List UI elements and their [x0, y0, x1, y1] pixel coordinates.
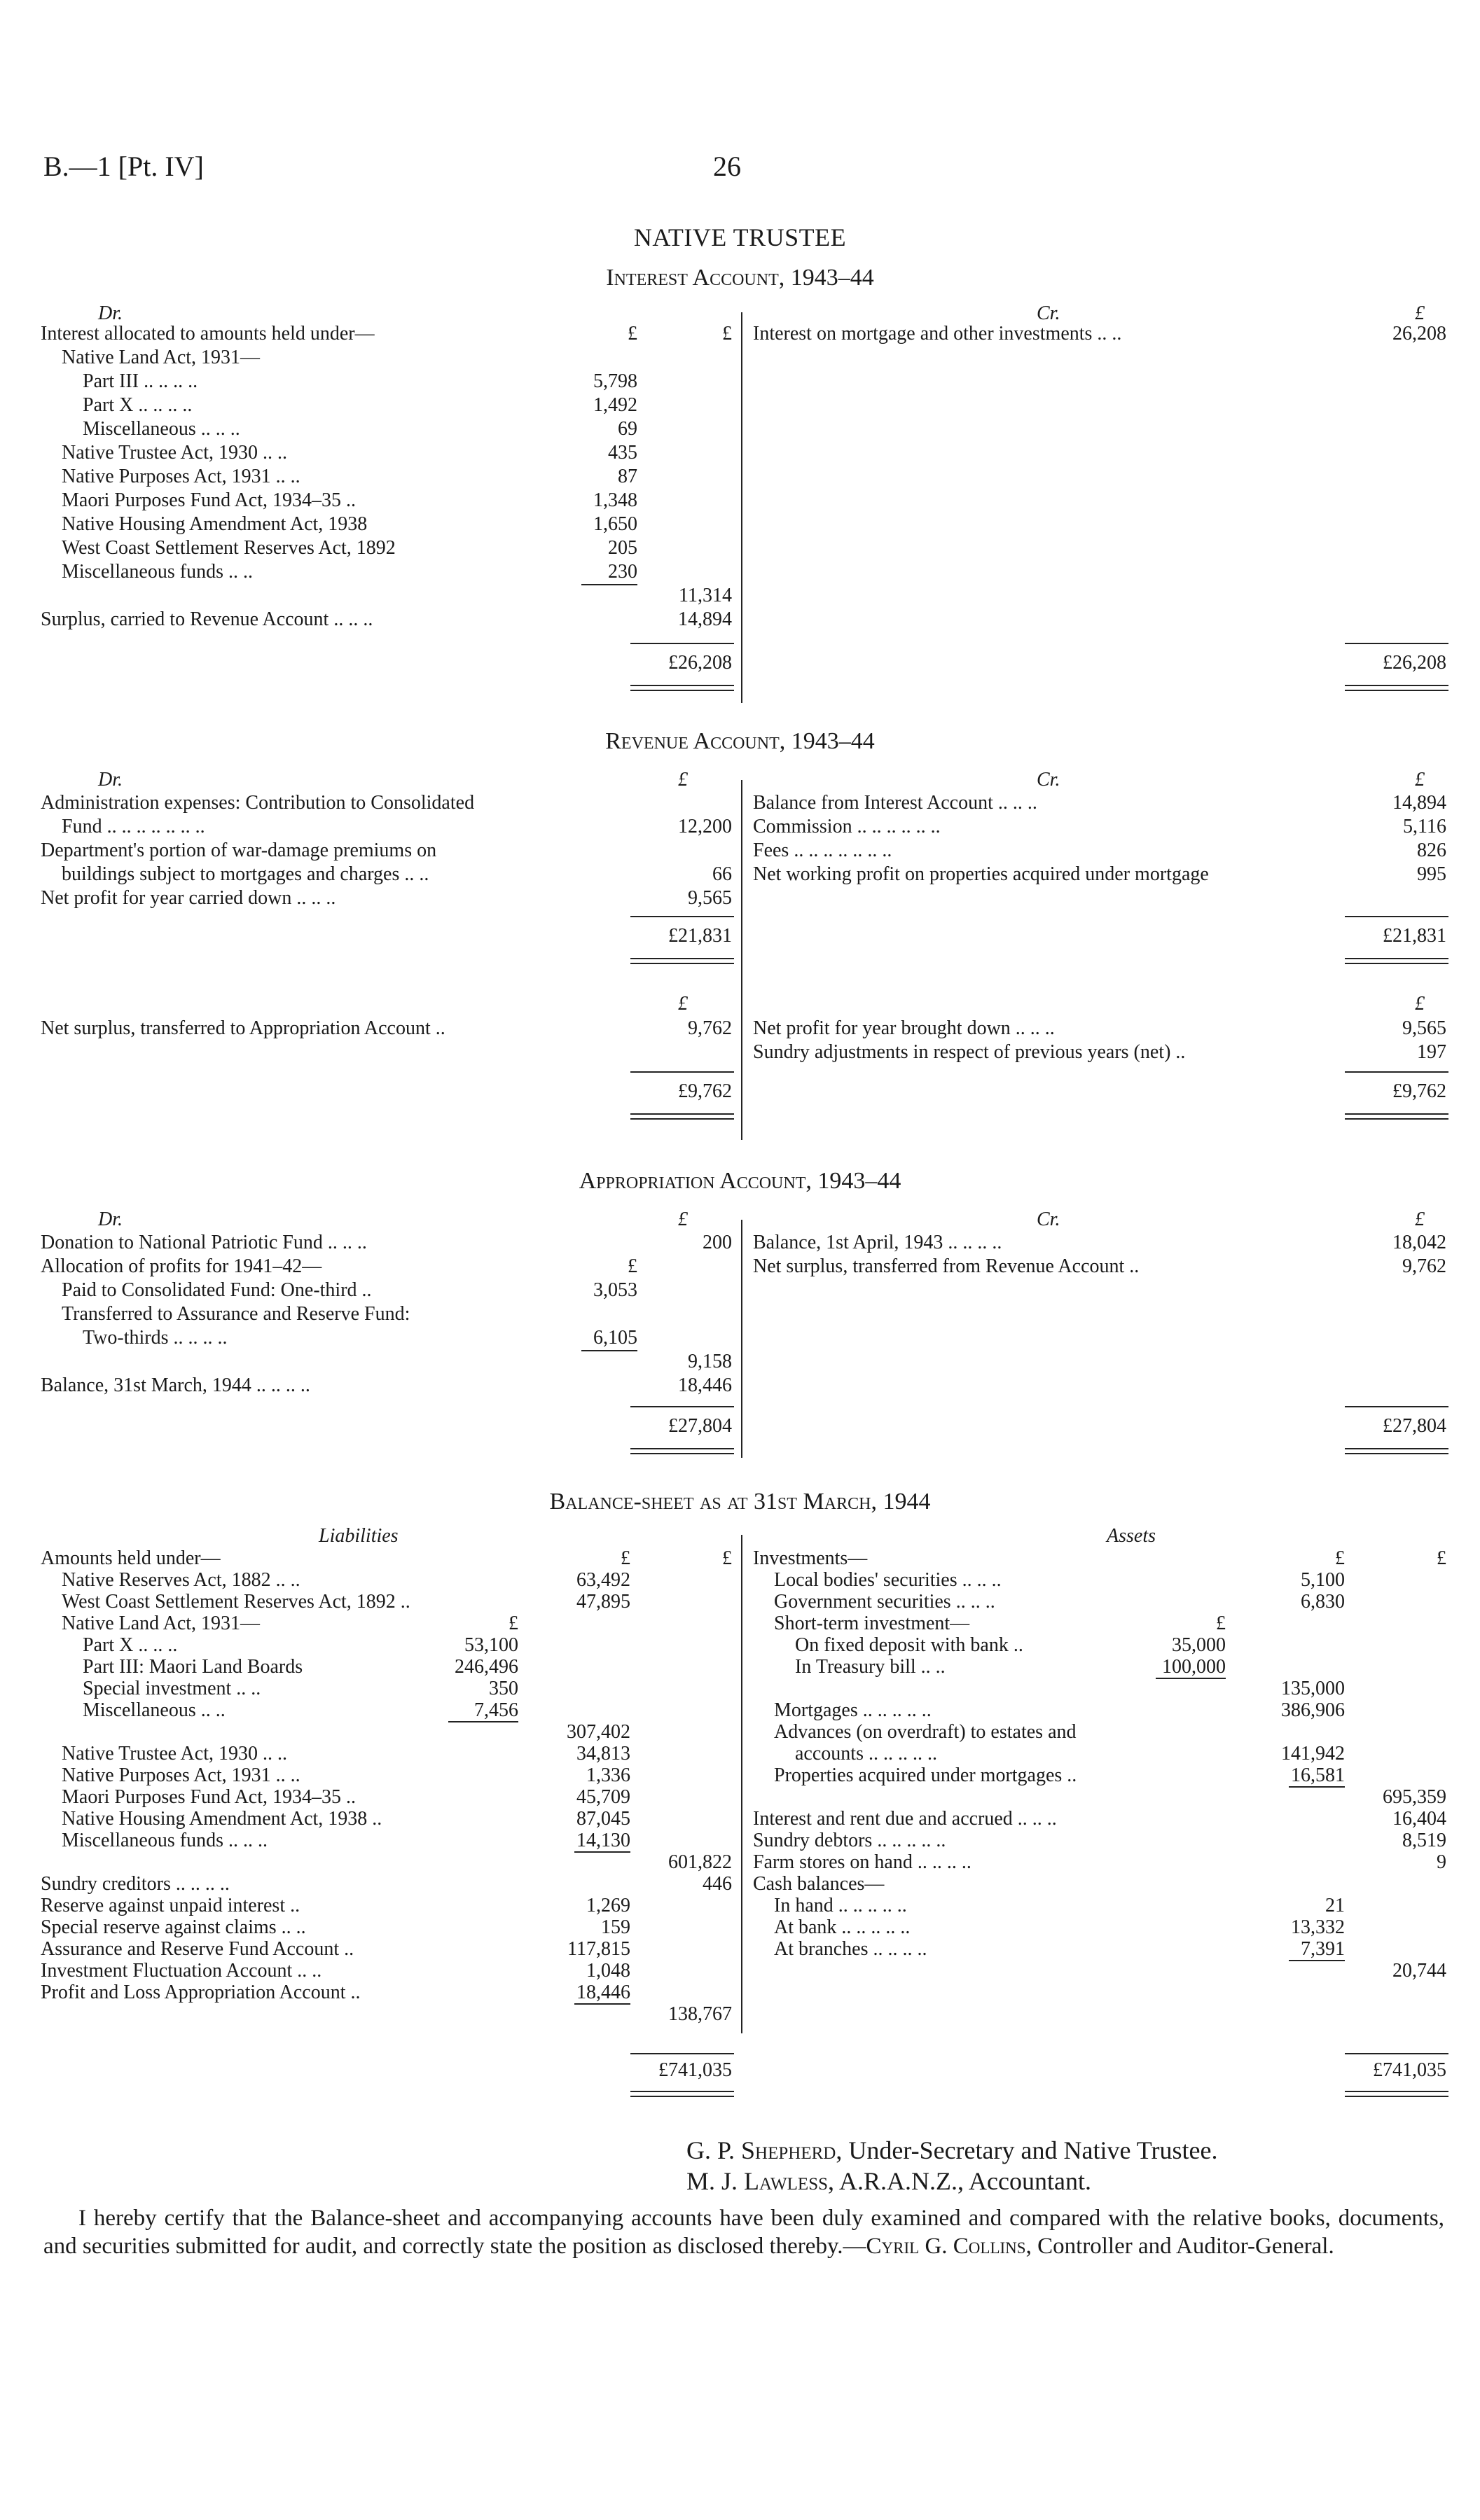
- asset-line-text: accounts .. .. .. .. ..: [795, 1743, 937, 1764]
- interest-dr-line-total: 14,894: [678, 608, 732, 630]
- appropriation-dr-line-amount: 6,105: [593, 1327, 637, 1349]
- revenue-cr-pound: £: [1415, 769, 1425, 791]
- revenue-dr2-pound: £: [678, 993, 688, 1015]
- interest-dr-line-total: 11,314: [679, 585, 732, 606]
- liability-line-text: Native Purposes Act, 1931 .. ..: [62, 1764, 300, 1786]
- liability-line-total: 446: [703, 1873, 732, 1895]
- interest-cr-total: £26,208: [1383, 652, 1446, 674]
- appropriation-cr-label: Cr.: [1037, 1209, 1060, 1230]
- ra-cr-line-text: Commission .. .. .. .. .. ..: [753, 816, 941, 837]
- interest-dr-line-text: Miscellaneous .. .. ..: [83, 418, 240, 440]
- appropriation-dr-label: Dr.: [98, 1209, 123, 1230]
- interest-dr-line-amount: 1,492: [593, 394, 637, 416]
- asset-line-text: Investments—: [753, 1547, 868, 1569]
- ra-dr2-line-text: Net surplus, transferred to Appropriation Account ..: [41, 1017, 445, 1039]
- interest-dr-line-text: Maori Purposes Fund Act, 1934–35 ..: [62, 489, 356, 511]
- aa-cr-line-amount: 18,042: [1392, 1232, 1446, 1253]
- interest-dr-line-amount: 1,348: [593, 489, 637, 511]
- asset-line-text: Mortgages .. .. .. .. ..: [774, 1699, 932, 1721]
- liabilities-label: Liabilities: [319, 1525, 399, 1547]
- liability-line-text: Profit and Loss Appropriation Account ..: [41, 1982, 361, 2003]
- liability-line-text: Special reserve against claims .. ..: [41, 1916, 306, 1938]
- liability-line-amount: 159: [601, 1916, 630, 1938]
- ra-dr-line-amount: 66: [712, 863, 732, 885]
- appropriation-cr-total: £27,804: [1383, 1415, 1446, 1437]
- interest-cr-pound: £: [1415, 302, 1425, 324]
- liability-line-text: Native Land Act, 1931—: [62, 1613, 261, 1634]
- liability-line-text: Native Trustee Act, 1930 .. ..: [62, 1743, 287, 1764]
- asset-line-text: Farm stores on hand .. .. .. ..: [753, 1851, 971, 1873]
- liability-line-text: Miscellaneous funds .. .. ..: [62, 1830, 268, 1851]
- liability-line-text: Miscellaneous .. ..: [83, 1699, 226, 1721]
- liability-line-amount: 34,813: [576, 1743, 630, 1764]
- assets-label: Assets: [1107, 1525, 1156, 1547]
- liability-line-sub-amount: 246,496: [455, 1656, 518, 1678]
- signatory-shepherd: G. P. Shepherd,: [686, 2136, 843, 2164]
- interest-dr-label: Dr.: [98, 302, 123, 324]
- aa-cr-line-text: Net surplus, transferred from Revenue Account ..: [753, 1255, 1140, 1277]
- liabilities-total: £741,035: [658, 2059, 732, 2081]
- assets-total: £741,035: [1373, 2059, 1446, 2081]
- appropriation-dr-line-text: Donation to National Patriotic Fund .. .. ..: [41, 1232, 367, 1253]
- certificate-text: I hereby certify that the Balance-sheet and accompanying accounts have been duly examined and compared with the relative books, documents, and securities submitted for audit, and correctly state the position as disclosed thereby.—: [43, 2206, 1444, 2259]
- asset-line-text: Local bodies' securities .. .. ..: [774, 1569, 1002, 1591]
- revenue-dr2-total: £9,762: [678, 1080, 732, 1102]
- asset-line-text: At bank .. .. .. .. ..: [774, 1916, 911, 1938]
- ra-cr2-line-text: Sundry adjustments in respect of previous years (net) ..: [753, 1041, 1186, 1063]
- appropriation-dr-line-amount: £: [628, 1255, 637, 1277]
- liability-line-total: 138,767: [668, 2003, 732, 2025]
- interest-dr-line-amount: 435: [608, 442, 637, 464]
- liability-line-amount: 45,709: [576, 1786, 630, 1808]
- interest-divider: [741, 312, 742, 703]
- asset-line-amount: 21: [1325, 1895, 1345, 1916]
- interest-dr-line-text: Part X .. .. .. ..: [83, 394, 193, 416]
- appropriation-dr-line-text: Allocation of profits for 1941–42—: [41, 1255, 322, 1277]
- liability-line-text: West Coast Settlement Reserves Act, 1892 ..: [62, 1591, 410, 1613]
- liability-line-sub-amount: 350: [489, 1678, 518, 1699]
- auditor-name: Cyril G. Collins,: [866, 2234, 1032, 2259]
- interest-dr-line-text: Surplus, carried to Revenue Account .. .. ..: [41, 608, 373, 630]
- liability-line-amount: 87,045: [576, 1808, 630, 1830]
- interest-account-heading: Interest Account, 1943–44: [606, 265, 874, 291]
- ra-cr-line-amount: 14,894: [1392, 792, 1446, 814]
- asset-line-total: £: [1437, 1547, 1446, 1569]
- liability-line-total: 601,822: [668, 1851, 732, 1873]
- appropriation-cr-pound: £: [1415, 1209, 1425, 1230]
- liability-line-amount: 307,402: [567, 1721, 630, 1743]
- interest-dr-line-text: Native Trustee Act, 1930 .. ..: [62, 442, 287, 464]
- asset-line-amount: 6,830: [1301, 1591, 1345, 1613]
- asset-line-amount: 141,942: [1281, 1743, 1345, 1764]
- revenue-dr-pound: £: [678, 769, 688, 791]
- appropriation-dr-line-amount: 3,053: [593, 1279, 637, 1301]
- appropriation-dr-line-text: Two-thirds .. .. .. ..: [83, 1327, 228, 1349]
- revenue-cr-label: Cr.: [1037, 769, 1060, 791]
- interest-cr-label: Cr.: [1037, 302, 1060, 324]
- ra-dr-line-text: Department's portion of war-damage premiums on: [41, 840, 437, 861]
- liability-line-text: Native Housing Amendment Act, 1938 ..: [62, 1808, 382, 1830]
- revenue-account-heading: Revenue Account, 1943–44: [605, 728, 875, 754]
- ra-cr-line-text: Balance from Interest Account .. .. ..: [753, 792, 1037, 814]
- ra-cr-line-text: Net working profit on properties acquired under mortgage: [753, 863, 1209, 885]
- asset-line-amount: 7,391: [1301, 1938, 1345, 1960]
- interest-dr-line-text: Native Housing Amendment Act, 1938: [62, 513, 368, 535]
- ra-dr-line-text: Fund .. .. .. .. .. .. ..: [62, 816, 205, 837]
- asset-line-text: Government securities .. .. ..: [774, 1591, 995, 1613]
- liability-line-amount: 117,815: [567, 1938, 630, 1960]
- ra-cr-line-amount: 826: [1417, 840, 1446, 861]
- asset-line-text: In hand .. .. .. .. ..: [774, 1895, 907, 1916]
- asset-line-sub-amount: 100,000: [1162, 1656, 1226, 1678]
- asset-line-total: 9: [1437, 1851, 1446, 1873]
- appropriation-dr-total: £27,804: [668, 1415, 732, 1437]
- interest-dr-line-total: £: [722, 323, 732, 344]
- asset-line-total: 16,404: [1392, 1808, 1446, 1830]
- appropriation-dr-line-total: 200: [703, 1232, 732, 1253]
- ra-dr-line-text: Administration expenses: Contribution to Consolidated: [41, 792, 475, 814]
- asset-line-text: Sundry debtors .. .. .. .. ..: [753, 1830, 946, 1851]
- liability-line-amount: 1,336: [586, 1764, 630, 1786]
- asset-line-total: 8,519: [1402, 1830, 1446, 1851]
- liability-line-amount: 63,492: [576, 1569, 630, 1591]
- page-title: NATIVE TRUSTEE: [633, 223, 847, 251]
- page-number: 26: [713, 151, 741, 182]
- liability-line-text: Amounts held under—: [41, 1547, 221, 1569]
- liability-line-text: Reserve against unpaid interest ..: [41, 1895, 300, 1916]
- appropriation-dr-line-text: Transferred to Assurance and Reserve Fund:: [62, 1303, 410, 1325]
- interest-dr-line-amount: 87: [618, 466, 637, 487]
- asset-line-text: In Treasury bill .. ..: [795, 1656, 946, 1678]
- liability-line-amount: 1,269: [586, 1895, 630, 1916]
- appropriation-dr-line-text: Paid to Consolidated Fund: One-third ..: [62, 1279, 372, 1301]
- asset-line-text: At branches .. .. .. ..: [774, 1938, 927, 1960]
- asset-line-total: 20,744: [1392, 1960, 1446, 1982]
- ra-dr2-line-amount: 9,762: [688, 1017, 732, 1039]
- liability-line-text: Maori Purposes Fund Act, 1934–35 ..: [62, 1786, 356, 1808]
- appropriation-dr-pound: £: [678, 1209, 688, 1230]
- asset-line-amount: 13,332: [1291, 1916, 1345, 1938]
- interest-dr-line-amount: 230: [608, 561, 637, 583]
- ra-dr-line-text: Net profit for year carried down .. .. ..: [41, 887, 336, 909]
- signature-line-1: [686, 2136, 1217, 2165]
- ra-dr-line-text: buildings subject to mortgages and charges .. ..: [62, 863, 429, 885]
- signatory-lawless-role: A.R.A.N.Z., Accountant.: [834, 2167, 1091, 2195]
- asset-line-text: Short-term investment—: [774, 1613, 970, 1634]
- ra-dr-line-amount: 9,565: [688, 887, 732, 909]
- page-reference: B.—1 [Pt. IV]: [43, 151, 204, 182]
- asset-line-sub-amount: 35,000: [1172, 1634, 1226, 1656]
- revenue-cr-total: £21,831: [1383, 925, 1446, 947]
- appropriation-dr-line-total: 18,446: [678, 1374, 732, 1396]
- revenue-cr2-total: £9,762: [1392, 1080, 1446, 1102]
- liability-line-sub-amount: 53,100: [464, 1634, 518, 1656]
- asset-line-amount: £: [1335, 1547, 1345, 1569]
- appropriation-dr-line-text: Balance, 31st March, 1944 .. .. .. ..: [41, 1374, 310, 1396]
- asset-line-amount: 5,100: [1301, 1569, 1345, 1591]
- ra-cr-line-amount: 5,116: [1403, 816, 1446, 837]
- interest-dr-line-text: Miscellaneous funds .. ..: [62, 561, 253, 583]
- appropriation-divider: [741, 1220, 742, 1458]
- liability-line-text: Sundry creditors .. .. .. ..: [41, 1873, 230, 1895]
- asset-line-text: Advances (on overdraft) to estates and: [774, 1721, 1077, 1743]
- liability-line-sub-amount: 7,456: [474, 1699, 518, 1721]
- liability-line-total: £: [722, 1547, 732, 1569]
- interest-cr-line-amount: 26,208: [1392, 323, 1446, 344]
- interest-dr-line-amount: 69: [618, 418, 637, 440]
- liability-line-amount: 14,130: [576, 1830, 630, 1851]
- interest-dr-line-text: Part III .. .. .. ..: [83, 370, 198, 392]
- interest-dr-line-amount: 5,798: [593, 370, 637, 392]
- ra-cr2-line-text: Net profit for year brought down .. .. ..: [753, 1017, 1055, 1039]
- liability-line-text: Investment Fluctuation Account .. ..: [41, 1960, 322, 1982]
- ra-cr-line-amount: 995: [1417, 863, 1446, 885]
- interest-dr-line-text: Native Purposes Act, 1931 .. ..: [62, 466, 300, 487]
- revenue-dr-label: Dr.: [98, 769, 123, 791]
- asset-line-text: Interest and rent due and accrued .. .. ..: [753, 1808, 1057, 1830]
- asset-line-text: On fixed deposit with bank ..: [795, 1634, 1023, 1656]
- liability-line-text: Part X .. .. ..: [83, 1634, 178, 1656]
- asset-line-text: Cash balances—: [753, 1873, 885, 1895]
- balance-sheet-divider: [741, 1535, 742, 2033]
- aa-cr-line-text: Balance, 1st April, 1943 .. .. .. ..: [753, 1232, 1002, 1253]
- liability-line-text: Special investment .. ..: [83, 1678, 261, 1699]
- interest-dr-line-text: Native Land Act, 1931—: [62, 347, 261, 368]
- appropriation-account-heading: Appropriation Account, 1943–44: [579, 1168, 901, 1194]
- revenue-cr2-pound: £: [1415, 993, 1425, 1015]
- asset-line-amount: 16,581: [1291, 1764, 1345, 1786]
- ra-cr2-line-amount: 197: [1417, 1041, 1446, 1063]
- interest-dr-line-amount: £: [628, 323, 637, 344]
- interest-dr-line-amount: 1,650: [593, 513, 637, 535]
- liability-line-amount: 47,895: [576, 1591, 630, 1613]
- liability-line-sub-amount: £: [509, 1613, 518, 1634]
- liability-line-text: Native Reserves Act, 1882 .. ..: [62, 1569, 300, 1591]
- ra-cr-line-text: Fees .. .. .. .. .. .. ..: [753, 840, 892, 861]
- ra-cr2-line-amount: 9,565: [1402, 1017, 1446, 1039]
- appropriation-dr-line-total: 9,158: [688, 1351, 732, 1372]
- signatory-shepherd-role: Under-Secretary and Native Trustee.: [842, 2136, 1218, 2164]
- ra-dr-line-amount: 12,200: [678, 816, 732, 837]
- auditor-role: Controller and Auditor-General.: [1031, 2234, 1334, 2259]
- liability-line-text: Assurance and Reserve Fund Account ..: [41, 1938, 354, 1960]
- revenue-dr-total: £21,831: [668, 925, 732, 947]
- interest-dr-total: £26,208: [668, 652, 732, 674]
- audit-certificate: [43, 2204, 1444, 2260]
- liability-line-amount: 1,048: [586, 1960, 630, 1982]
- asset-line-amount: 135,000: [1281, 1678, 1345, 1699]
- asset-line-amount: 386,906: [1281, 1699, 1345, 1721]
- interest-cr-line-text: Interest on mortgage and other investments .. ..: [753, 323, 1122, 344]
- liability-line-amount: £: [621, 1547, 630, 1569]
- interest-dr-line-text: Interest allocated to amounts held under—: [41, 323, 375, 344]
- asset-line-sub-amount: £: [1216, 1613, 1226, 1634]
- liability-line-amount: 18,446: [576, 1982, 630, 2003]
- revenue-divider: [741, 780, 742, 1140]
- signatory-lawless: M. J. Lawless,: [686, 2167, 835, 2195]
- interest-dr-line-text: West Coast Settlement Reserves Act, 1892: [62, 537, 396, 559]
- asset-line-text: Properties acquired under mortgages ..: [774, 1764, 1077, 1786]
- signature-line-2: [686, 2166, 1091, 2196]
- liability-line-text: Part III: Maori Land Boards: [83, 1656, 303, 1678]
- asset-line-total: 695,359: [1383, 1786, 1446, 1808]
- interest-dr-line-amount: 205: [608, 537, 637, 559]
- balance-sheet-heading: Balance-sheet as at 31st March, 1944: [549, 1489, 931, 1515]
- aa-cr-line-amount: 9,762: [1402, 1255, 1446, 1277]
